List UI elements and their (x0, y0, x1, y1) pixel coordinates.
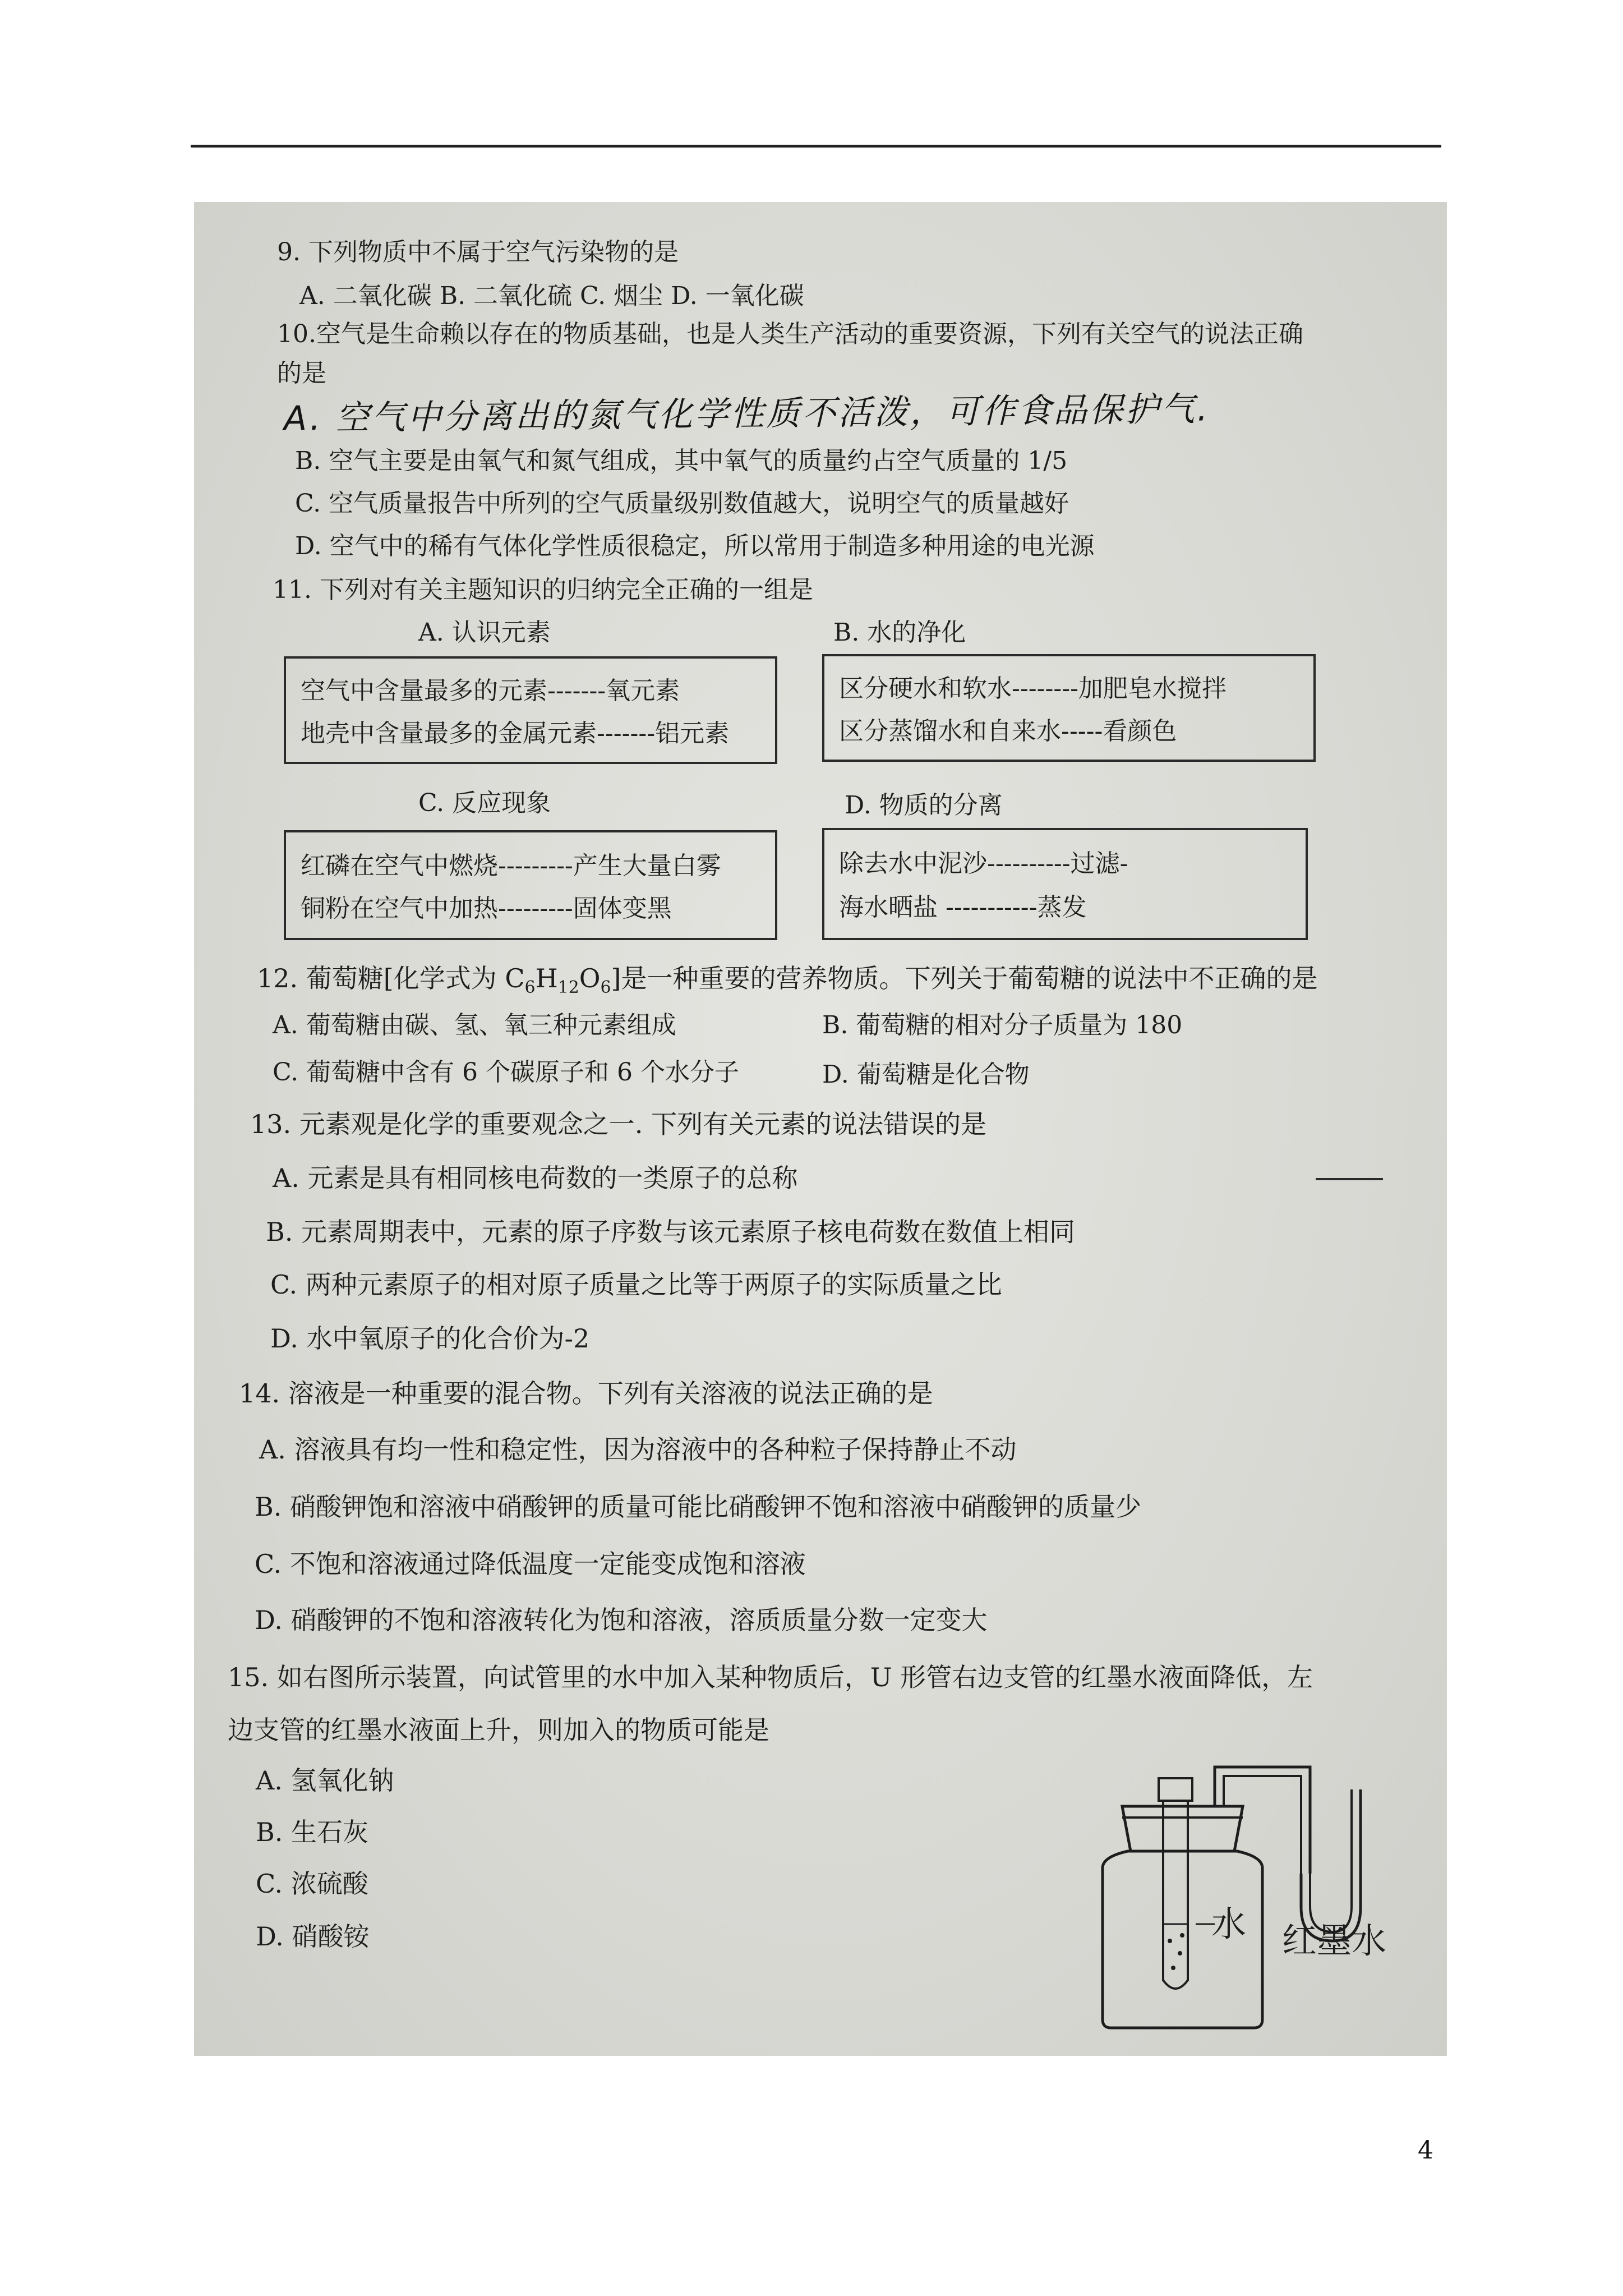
q15-option-b: B. 生石灰 (256, 1817, 369, 1847)
q12-formula-h: H (535, 963, 558, 993)
connecting-tube-inner (1224, 1776, 1301, 1874)
q11-group-a-line2: 地壳中含量最多的金属元素-------铝元素 (301, 719, 730, 748)
q11-group-a-title: A. 认识元素 (418, 618, 551, 647)
q10-stem-line1: 10.空气是生命赖以存在的物质基础，也是人类生产活动的重要资源，下列有关空气的说法正确 (277, 320, 1303, 348)
page-number: 4 (1418, 2136, 1433, 2165)
margin-dash-mark (1316, 1178, 1383, 1180)
q11-group-c-line2: 铜粉在空气中加热---------固体变黑 (301, 894, 672, 923)
q12-formula-h-sub: 12 (557, 978, 579, 998)
apparatus-drawing (1069, 1756, 1417, 2036)
q10-option-b: B. 空气主要是由氧气和氮气组成，其中氧气的质量约占空气质量的 1/5 (295, 447, 1068, 475)
q11-group-b-line2: 区分蒸馏水和自来水-----看颜色 (839, 717, 1177, 746)
figure-label-red-ink: 红墨水 (1282, 1920, 1387, 1961)
scanned-exam-photo (194, 202, 1447, 2056)
connecting-tube (1215, 1767, 1310, 1874)
q11-group-a-line1: 空气中含量最多的元素-------氧元素 (301, 677, 680, 705)
q13-option-c: C. 两种元素原子的相对原子质量之比等于两原子的实际质量之比 (270, 1269, 1002, 1300)
q12-formula-o: O (579, 963, 601, 993)
q11-group-d-line2: 海水晒盐 -----------蒸发 (839, 893, 1087, 922)
water-dot (1171, 1966, 1175, 1970)
q11-group-d-box (822, 828, 1308, 940)
q13-option-b: B. 元素周期表中，元素的原子序数与该元素原子核电荷数在数值上相同 (266, 1217, 1076, 1247)
q14-option-a: A. 溶液具有均一性和稳定性，因为溶液中的各种粒子保持静止不动 (259, 1434, 1017, 1465)
q15-stem-line1: 15. 如右图所示装置，向试管里的水中加入某种物质后，U 形管右边支管的红墨水液面降低，左 (228, 1662, 1313, 1692)
test-tube-top (1159, 1778, 1192, 1801)
header-rule (191, 145, 1441, 148)
q11-group-c-box (284, 830, 777, 940)
q12-option-d: D. 葡萄糖是化合物 (822, 1060, 1030, 1089)
q11-group-c-line1: 红磷在空气中燃烧---------产生大量白雾 (301, 852, 721, 880)
test-tube-body (1163, 1801, 1188, 1989)
q12-stem-after: ]是一种重要的营养物质。下列关于葡萄糖的说法中不正确的是 (611, 963, 1318, 993)
q14-option-b: B. 硝酸钾饱和溶液中硝酸钾的质量可能比硝酸钾不饱和溶液中硝酸钾的质量少 (255, 1492, 1142, 1522)
q12-option-c: C. 葡萄糖中含有 6 个碳原子和 6 个水分子 (273, 1058, 740, 1087)
q14-stem: 14. 溶液是一种重要的混合物。下列有关溶液的说法正确的是 (239, 1378, 933, 1409)
q11-group-b-line1: 区分硬水和软水--------加肥皂水搅拌 (839, 674, 1227, 703)
q11-group-a-box (284, 656, 777, 764)
water-dot (1178, 1951, 1182, 1955)
q11-group-d-line1: 除去水中泥沙----------过滤- (839, 849, 1128, 878)
q15-option-a: A. 氢氧化钠 (256, 1765, 394, 1796)
q12-formula-o-sub: 6 (600, 978, 611, 998)
q9-stem: 9. 下列物质中不属于空气污染物的是 (277, 238, 679, 266)
figure-label-water: 水 (1211, 1903, 1247, 1944)
q15-apparatus-figure (1069, 1756, 1417, 2039)
q13-stem: 13. 元素观是化学的重要观念之一. 下列有关元素的说法错误的是 (250, 1109, 987, 1139)
q10-option-c: C. 空气质量报告中所列的空气质量级别数值越大，说明空气的质量越好 (295, 489, 1069, 518)
q11-stem: 11. 下列对有关主题知识的归纳完全正确的一组是 (273, 576, 813, 604)
q11-group-c-title: C. 反应现象 (418, 789, 551, 817)
q11-group-b-box (822, 654, 1316, 762)
q10-option-d: D. 空气中的稀有气体化学性质很稳定，所以常用于制造多种用途的电光源 (295, 532, 1095, 560)
q11-group-d-title: D. 物质的分离 (845, 791, 1003, 820)
q12-stem (257, 961, 1317, 1005)
q15-option-c: C. 浓硫酸 (256, 1869, 368, 1899)
q9-options: A. 二氧化碳 B. 二氧化硫 C. 烟尘 D. 一氧化碳 (299, 282, 804, 310)
q11-group-b-title: B. 水的净化 (833, 618, 966, 647)
q15-option-d: D. 硝酸铵 (256, 1921, 370, 1952)
u-tube-inner (1310, 1789, 1352, 1932)
q12-option-a: A. 葡萄糖由碳、氢、氧三种元素组成 (273, 1011, 676, 1039)
q14-option-d: D. 硝酸钾的不饱和溶液转化为饱和溶液，溶质质量分数一定变大 (255, 1605, 988, 1635)
q10-option-a-handwritten: A. 空气中分离出的氮气化学性质不活泼，可作食品保护气. (283, 389, 1210, 439)
q10-stem-line2: 的是 (277, 359, 326, 388)
q14-option-c: C. 不饱和溶液通过降低温度一定能变成饱和溶液 (255, 1549, 806, 1579)
q15-stem-line2: 边支管的红墨水液面上升，则加入的物质可能是 (228, 1715, 769, 1745)
q12-option-b: B. 葡萄糖的相对分子质量为 180 (822, 1011, 1183, 1039)
stopper (1122, 1806, 1243, 1851)
q13-option-a: A. 元素是具有相同核电荷数的一类原子的总称 (273, 1163, 798, 1193)
water-dot (1168, 1939, 1172, 1943)
water-dot (1180, 1933, 1184, 1938)
q12-formula-c-sub: 6 (524, 978, 536, 998)
q13-option-d: D. 水中氧原子的化合价为-2 (270, 1323, 590, 1354)
q12-stem-before: 12. 葡萄糖[化学式为 C (257, 963, 525, 993)
